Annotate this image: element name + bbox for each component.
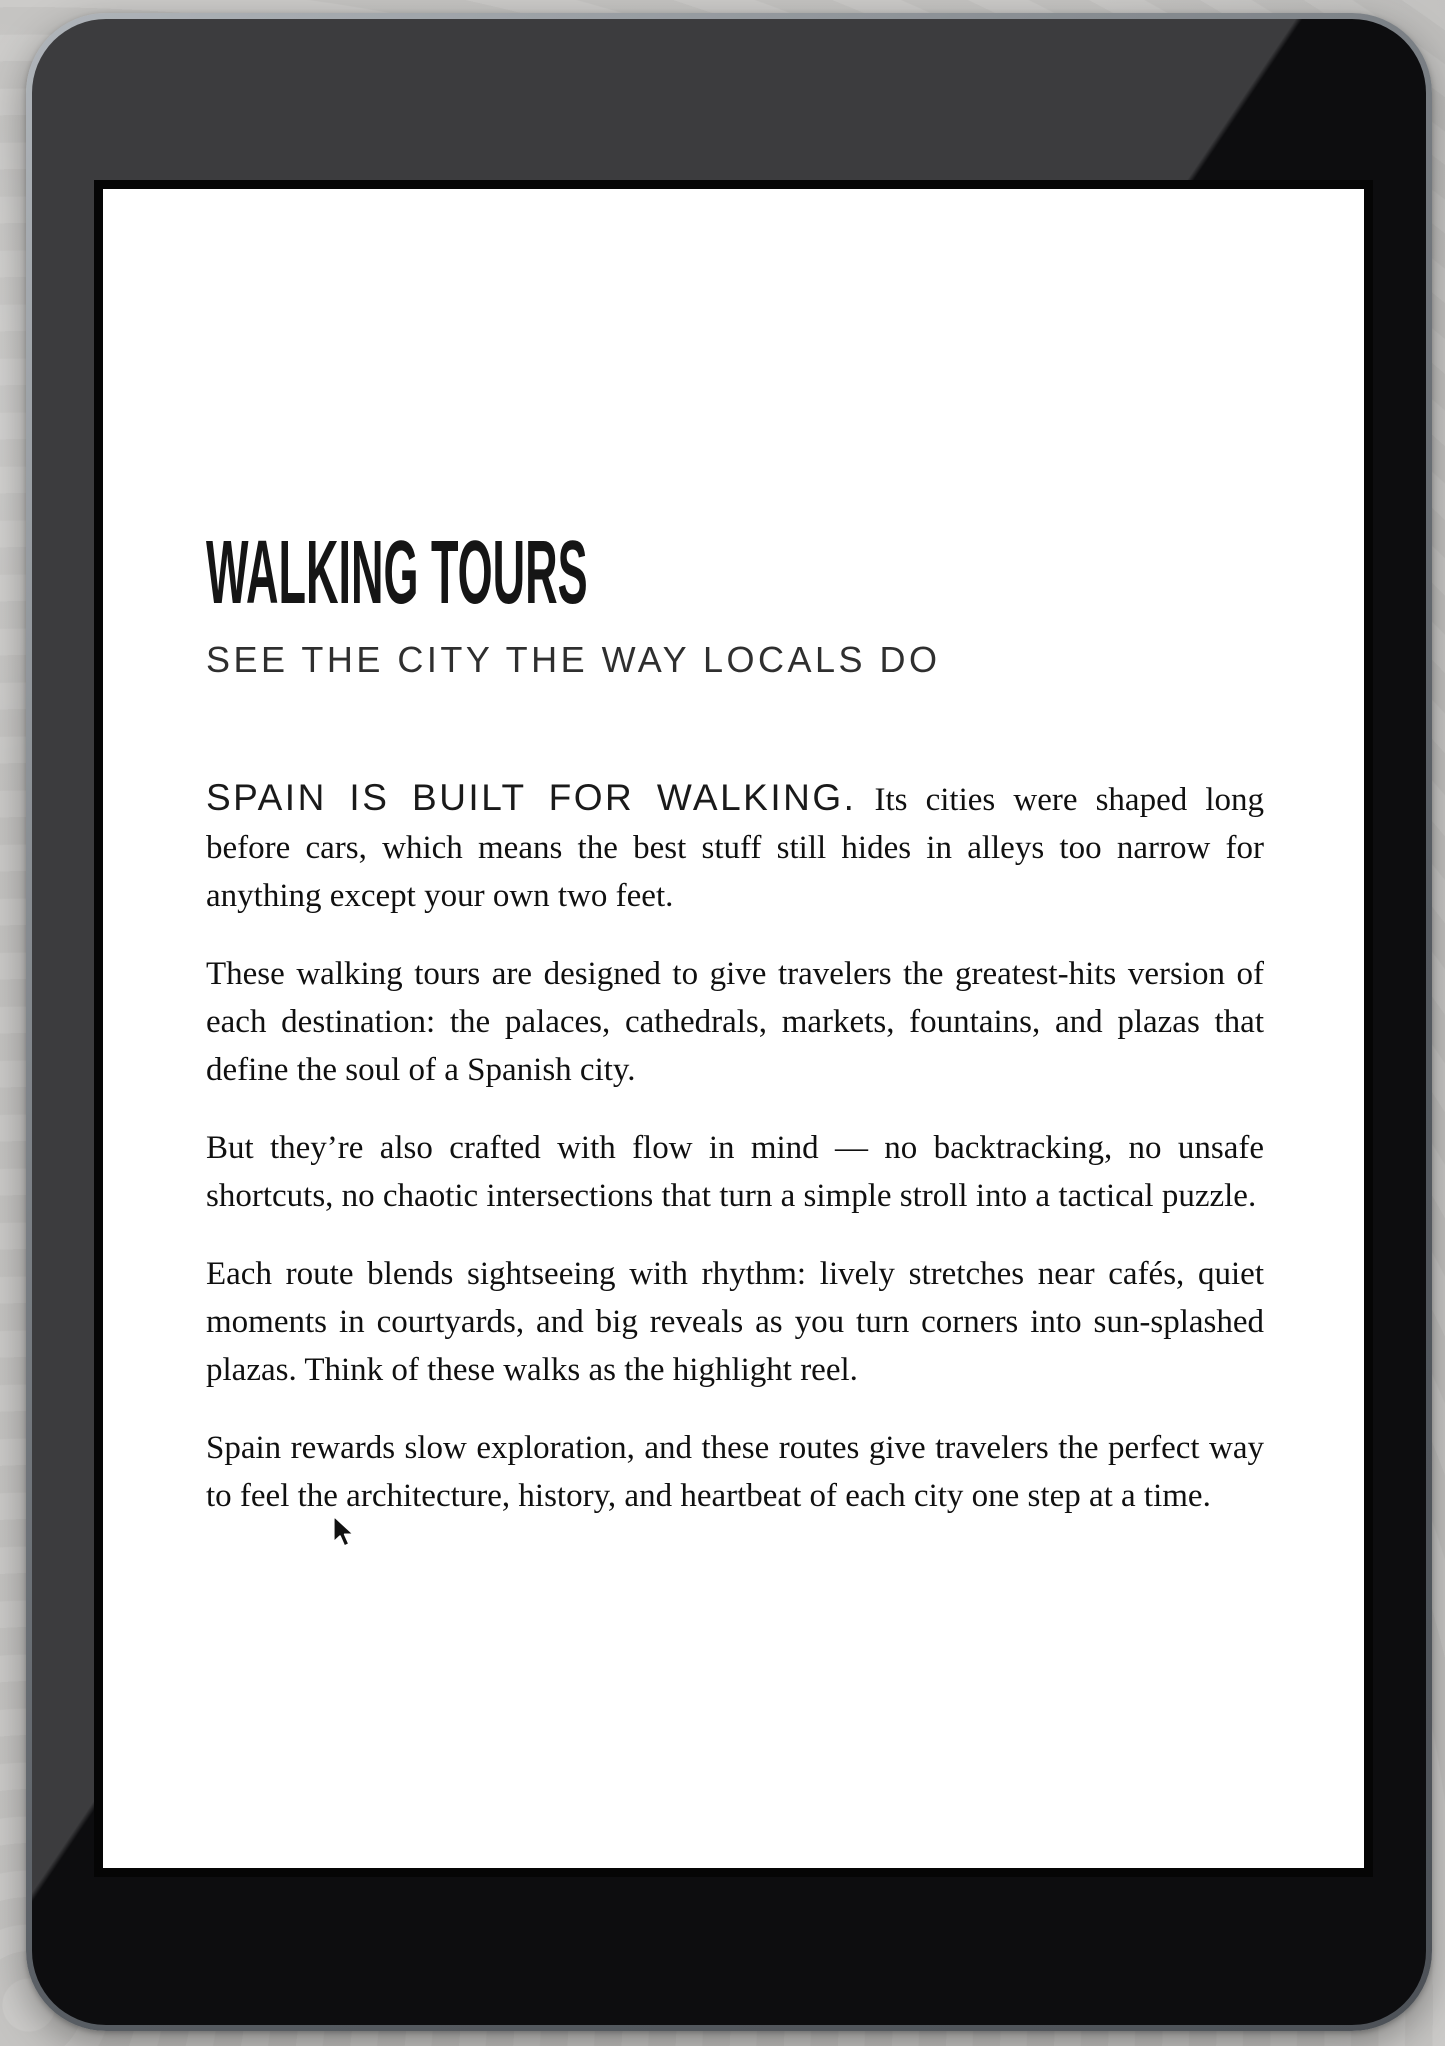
page-body	[206, 774, 1264, 1520]
paragraph: Each route blends sightseeing with rhythm: lively stretches near cafés, quiet moments in courtyards, and big reveals as you turn corners into sun-splashed plazas. Think of these walks as the highlight reel.	[206, 1255, 1264, 1388]
book-page	[103, 189, 1364, 1868]
tablet-device-frame	[26, 13, 1432, 2031]
paragraph: But they’re also crafted with flow in mind — no backtracking, no unsafe shortcuts, no chaotic intersections that turn a simple stroll into a tactical puzzle.	[206, 1129, 1264, 1214]
paragraph: Spain rewards slow exploration, and these routes give travelers the perfect way to feel the architecture, history, and heartbeat of each city one step at a time.	[206, 1429, 1264, 1514]
ereader-screen[interactable]	[94, 180, 1373, 1877]
page-title: WALKING TOURS	[206, 523, 588, 623]
paragraph: SPAIN IS BUILT FOR WALKING. Its cities were shaped long before cars, which means the best stuff still hides in alleys too narrow for anything except your own two feet.	[206, 776, 1264, 914]
paragraph: These walking tours are designed to give travelers the greatest-hits version of each destination: the palaces, cathedrals, markets, fountains, and plazas that define the soul of a Spanish city.	[206, 955, 1264, 1088]
paragraph-lead-in: SPAIN IS BUILT FOR WALKING.	[206, 776, 857, 818]
page-subtitle: SEE THE CITY THE WAY LOCALS DO	[206, 638, 941, 680]
tablet-bezel	[32, 19, 1426, 2025]
